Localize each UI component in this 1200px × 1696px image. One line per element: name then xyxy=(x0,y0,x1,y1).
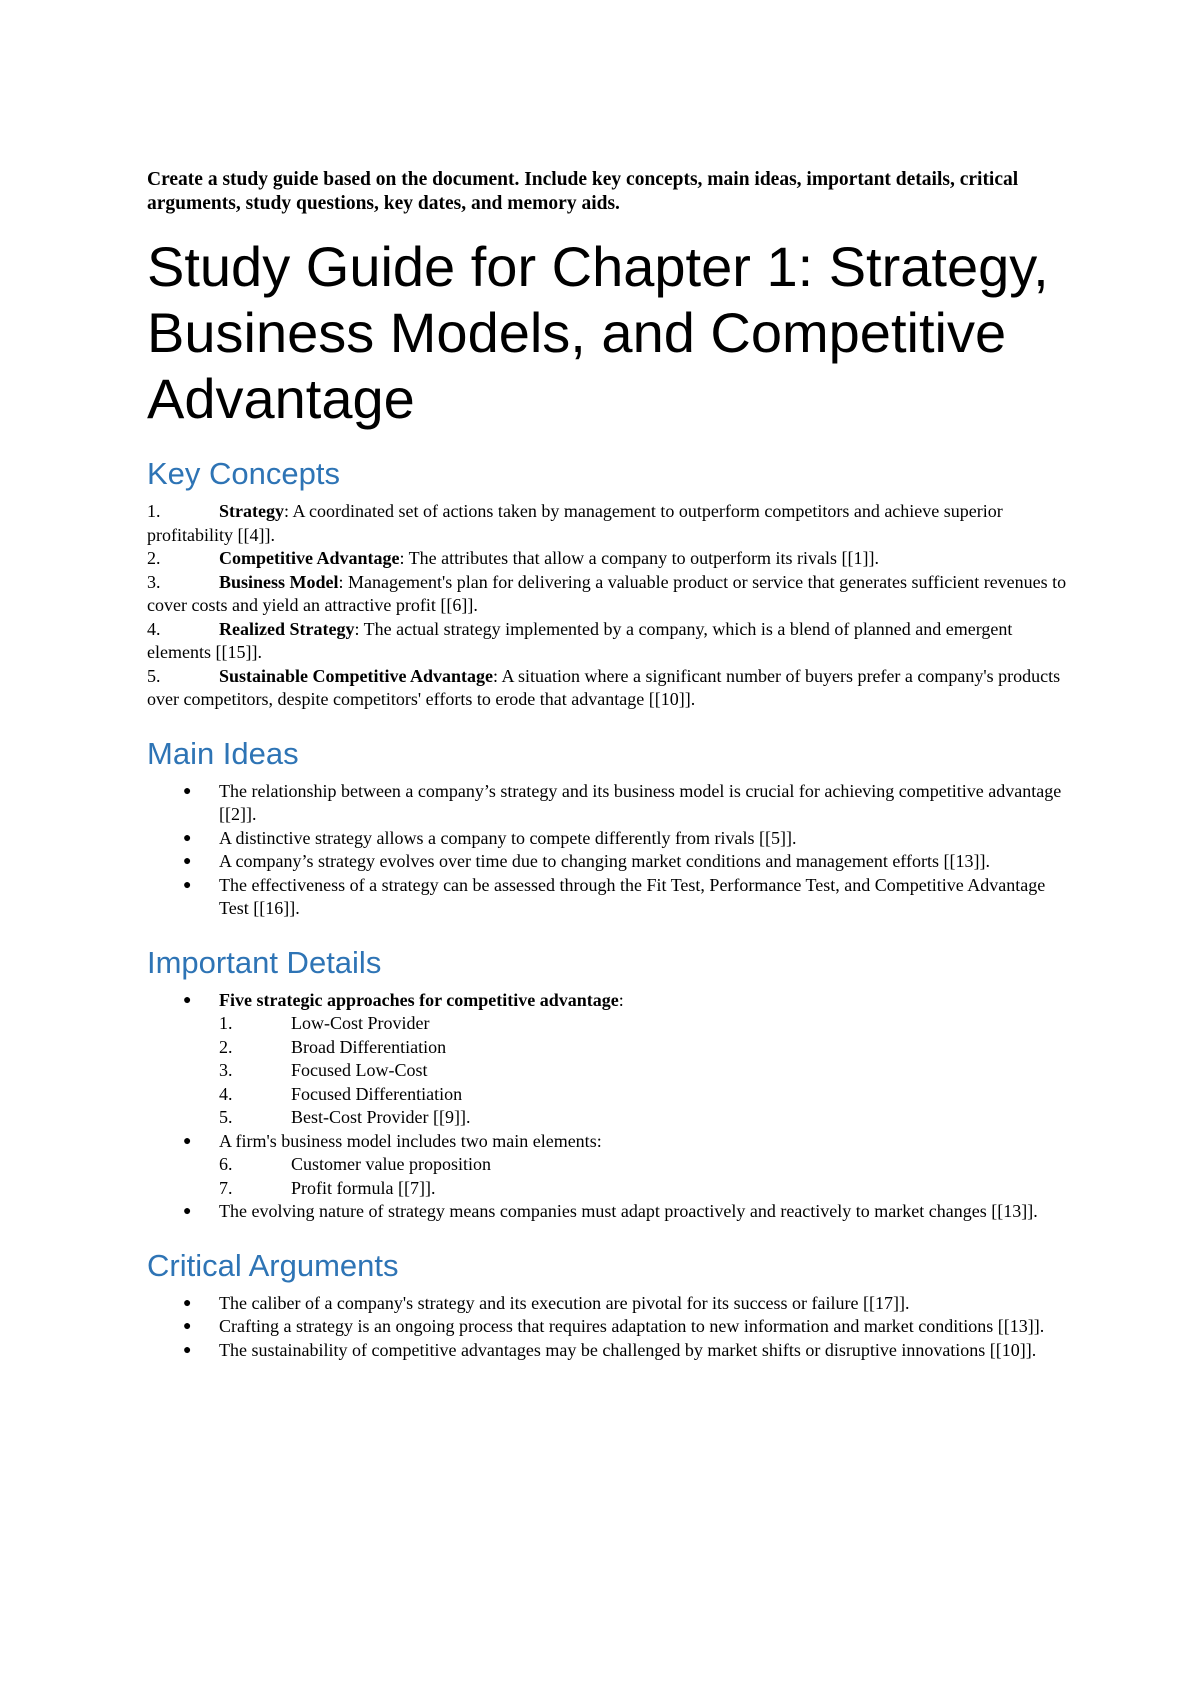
key-concept-item: 5. Sustainable Competitive Advantage: A situation where a significant number of buyers prefer a company's products over competitors, despite competitors' efforts to erode that advantage [[10]]. xyxy=(147,665,1061,709)
approaches-label: Five strategic approaches for competitive advantage xyxy=(219,989,619,1010)
bullet-icon: ● xyxy=(183,1342,192,1358)
list-item: ● The effectiveness of a strategy can be assessed through the Fit Test, Performance Test, and Competitive Advantage Test [[16]]. xyxy=(183,874,1046,918)
list-item: ● Crafting a strategy is an ongoing process that requires adaptation to new information and market conditions [[13]]. xyxy=(147,1315,1067,1339)
model-element-item: 6. Customer value proposition xyxy=(219,1154,491,1174)
key-concept-definition: : The attributes that allow a company to outperform its rivals [[1]]. xyxy=(399,548,880,568)
list-item: ● A distinctive strategy allows a company to compete differently from rivals [[5]]. xyxy=(147,827,1067,851)
bullet-icon: ● xyxy=(183,783,192,799)
document-body xyxy=(147,168,1067,1362)
heading-critical-arguments: Critical Arguments xyxy=(147,1247,399,1283)
important-details-list xyxy=(147,989,1067,1224)
approach-item: 1. Low-Cost Provider xyxy=(219,1013,430,1033)
list-item: ● The caliber of a company's strategy and its execution are pivotal for its success or failure [[17]]. xyxy=(147,1292,1067,1316)
key-concept-item: 2. Competitive Advantage: The attributes that allow a company to outperform its rivals [[1]]. xyxy=(147,548,880,568)
bullet-icon: ● xyxy=(183,1133,192,1149)
key-concept-term: Strategy xyxy=(219,501,284,521)
main-ideas-list xyxy=(147,780,1067,921)
bullet-icon: ● xyxy=(183,877,192,893)
key-concept-definition: : A situation where a significant number of buyers prefer a company's products over competitors, despite competitors' efforts to erode that advantage [[10]]. xyxy=(147,665,1061,709)
list-item: ● The sustainability of competitive advantages may be challenged by market shifts or disruptive innovations [[10]]. xyxy=(147,1339,1067,1363)
critical-arguments-list xyxy=(147,1292,1067,1363)
key-concept-definition: : Management's plan for delivering a valuable product or service that generates sufficient revenues to cover costs and yield an attractive profit [[6]]. xyxy=(147,571,1067,615)
list-item xyxy=(147,1130,1067,1201)
model-element-item: 7. Profit formula [[7]]. xyxy=(219,1177,436,1198)
key-concept-definition: : A coordinated set of actions taken by management to outperform competitors and achieve superior profitability [[4]]. xyxy=(147,501,1003,545)
heading-main-ideas: Main Ideas xyxy=(147,735,299,771)
key-concept-item: 3. Business Model: Management's plan for delivering a valuable product or service that generates sufficient revenues to cover costs and yield an attractive profit [[6]]. xyxy=(147,571,1067,615)
key-concept-term: Competitive Advantage xyxy=(219,548,400,568)
key-concepts-list xyxy=(147,500,1067,712)
approach-item: 3. Focused Low-Cost xyxy=(219,1060,428,1080)
list-item: ● A company’s strategy evolves over time due to changing market conditions and management efforts [[13]]. xyxy=(147,850,1067,874)
list-item: ● Five strategic approaches for competitive advantage: 1. Low-Cost Provider 2. Broad Differentiation 3. Focused Low-Cost 4. Focused Differentiation 5. Best-Cost Provider [[9]]. xyxy=(147,989,1067,1130)
approach-item: 2. Broad Differentiation xyxy=(219,1036,447,1057)
bullet-icon: ● xyxy=(183,1295,192,1311)
heading-important-details: Important Details xyxy=(147,944,382,980)
key-concept-item: 1. Strategy: A coordinated set of actions taken by management to outperform competitors and achieve superior profitability [[4]]. xyxy=(147,501,1003,545)
list-item: ● The relationship between a company’s strategy and its business model is crucial for achieving competitive advantage [[2]]. xyxy=(183,780,1062,824)
heading-key-concepts: Key Concepts xyxy=(147,456,340,491)
bullet-icon: ● xyxy=(183,992,192,1008)
bullet-icon: ● xyxy=(183,854,192,869)
bullet-icon: ● xyxy=(183,830,192,846)
key-concept-definition: : The actual strategy implemented by a company, which is a blend of planned and emergent elements [[15]]. xyxy=(147,618,1013,662)
prompt-text: Create a study guide based on the document. Include key concepts, main ideas, important details, critical arguments, study questions, key dates, and memory aids. xyxy=(147,169,1019,214)
approach-item: 4. Focused Differentiation xyxy=(219,1083,463,1104)
bullet-icon: ● xyxy=(183,1319,192,1334)
key-concept-item: 4. Realized Strategy: The actual strategy implemented by a company, which is a blend of planned and emergent elements [[15]]. xyxy=(147,618,1013,662)
list-item: ● The evolving nature of strategy means companies must adapt proactively and reactively to market changes [[13]]. xyxy=(147,1200,1067,1224)
approach-item: 5. Best-Cost Provider [[9]]. xyxy=(219,1107,471,1127)
model-label: A firm's business model includes two main elements: xyxy=(219,1130,602,1151)
key-concept-term: Business Model xyxy=(219,571,339,592)
page-title: Study Guide for Chapter 1: Strategy, Business Models, and Competitive Advantage xyxy=(147,235,1049,430)
bullet-icon: ● xyxy=(183,1204,192,1219)
key-concept-term: Realized Strategy xyxy=(219,618,355,639)
key-concept-term: Sustainable Competitive Advantage xyxy=(219,665,494,686)
